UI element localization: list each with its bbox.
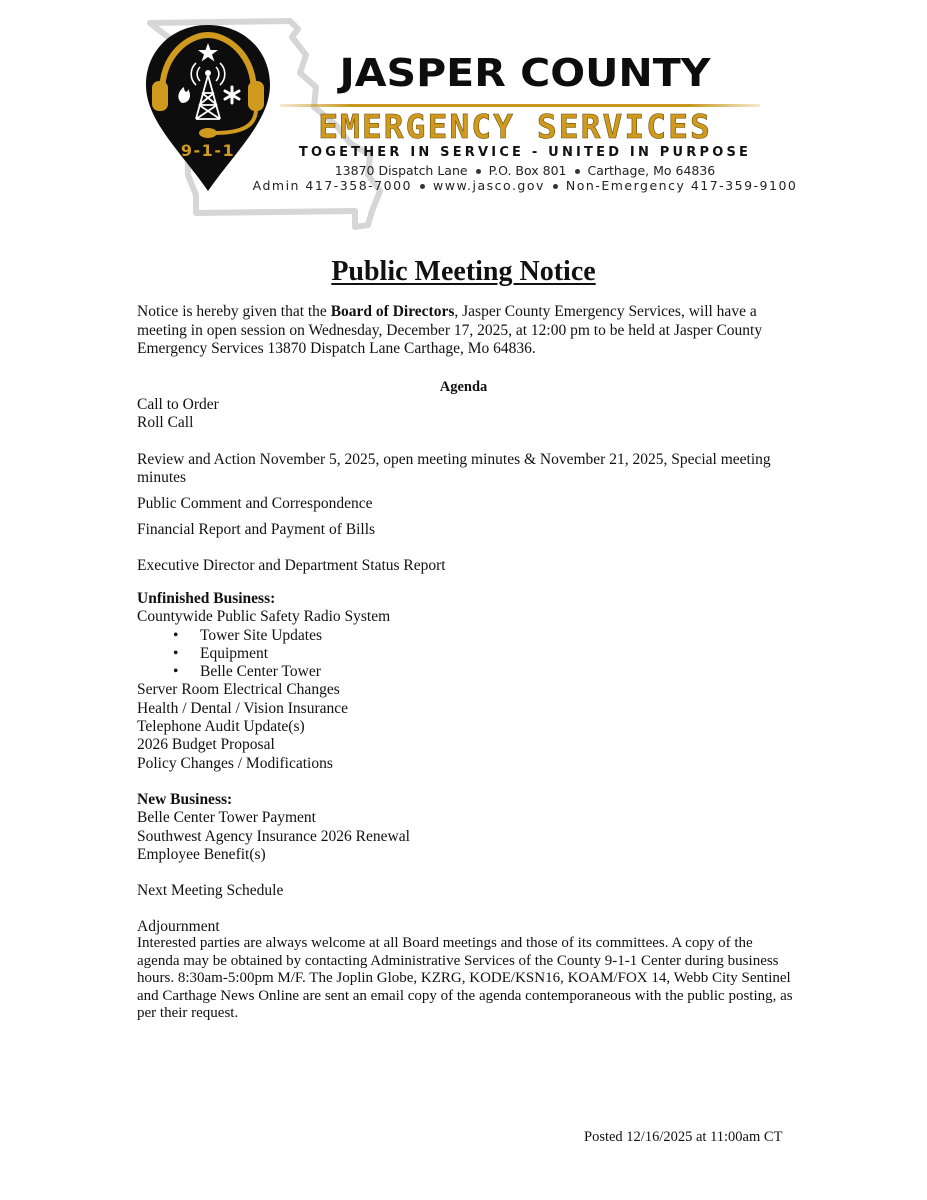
- posted-timestamp: Posted 12/16/2025 at 11:00am CT: [584, 1129, 783, 1145]
- bullet-separator-icon: [420, 184, 425, 189]
- tagline: TOGETHER IN SERVICE - UNITED IN PURPOSE: [298, 145, 752, 160]
- city-state-zip: Carthage, Mo 64836: [587, 163, 716, 178]
- sub-item-text: Belle Center Tower: [200, 663, 321, 681]
- section-heading: New Business:: [137, 791, 233, 808]
- bullet-icon: •: [173, 644, 179, 662]
- closing-paragraph: Interested parties are always welcome at all Board meetings and those of its committees. A copy of the agenda may be obtained by contacting Administrative Services of the County 9-1-1 Center during business hours. 8:30am-5:00pm M/F. The Joplin Globe, KZRG, KODE/KSN16, KOAM/FOX 14, Webb City Sentinel and Carthage News Online are sent an email copy of the agenda contemporaneous with the public posting, as per their request.: [137, 935, 793, 1021]
- agenda-item: Belle Center Tower Payment: [137, 809, 316, 827]
- intro-text-after: , Jasper County Emergency Services, will have a meeting in open session on Wednesday, December 17, 2025, at 12:00 pm to be held at Jasper County Emergency Services 13870 Dispatch Lane Carthage, Mo 64836.: [137, 303, 763, 357]
- agenda-item: Southwest Agency Insurance 2026 Renewal: [137, 827, 410, 845]
- agenda-item: Review and Action November 5, 2025, open meeting minutes & November 21, 2025, Special meeting: [137, 451, 771, 468]
- agenda-item: Countywide Public Safety Radio System: [137, 608, 391, 626]
- page-title: [0, 256, 927, 288]
- non-emergency-phone: Non-Emergency 417-359-9100: [565, 178, 798, 193]
- bullet-separator-icon: [476, 169, 481, 174]
- agenda-item: Policy Changes / Modifications: [137, 754, 333, 772]
- agenda-item: Call to Order: [137, 396, 219, 413]
- bullet-separator-icon: [553, 184, 558, 189]
- 911-label: 9-1-1: [180, 141, 236, 160]
- po-box: P.O. Box 801: [488, 163, 567, 178]
- sub-list-item: [137, 663, 390, 681]
- 911-pin-logo: [144, 23, 272, 195]
- agenda-item: Health / Dental / Vision Insurance: [137, 699, 348, 717]
- agenda-opening: [137, 396, 219, 433]
- agenda-item: Public Comment and Correspondence: [137, 495, 373, 512]
- org-name: JASPER COUNTY: [339, 51, 711, 95]
- agenda-item: Employee Benefit(s): [137, 845, 266, 863]
- new-business-section: [137, 791, 410, 864]
- agenda-review: [137, 451, 771, 488]
- agenda-item: Next Meeting Schedule: [137, 882, 284, 899]
- website-link[interactable]: www.jasco.gov: [433, 178, 545, 193]
- org-subtitle: EMERGENCY SERVICES: [318, 107, 712, 146]
- letterhead: [140, 15, 800, 230]
- agenda-item-continued: minutes: [137, 469, 187, 487]
- sub-list-item: [137, 645, 390, 663]
- agenda-item: 2026 Budget Proposal: [137, 736, 275, 754]
- bullet-separator-icon: [575, 169, 580, 174]
- sub-list-item: [137, 627, 390, 645]
- agenda-heading: Agenda: [439, 379, 488, 395]
- admin-phone: Admin 417-358-7000: [252, 178, 412, 193]
- bullet-icon: •: [173, 663, 179, 681]
- agenda-item: Financial Report and Payment of Bills: [137, 521, 376, 538]
- section-heading: Unfinished Business:: [137, 590, 276, 607]
- agenda-item: Adjournment: [137, 918, 220, 935]
- agenda-item: Server Room Electrical Changes: [137, 681, 340, 699]
- contact-line: [250, 178, 800, 193]
- agenda-item: Telephone Audit Update(s): [137, 718, 305, 736]
- title-text: Public Meeting Notice: [331, 256, 596, 287]
- agenda-item: Roll Call: [137, 414, 194, 432]
- bullet-icon: •: [173, 626, 179, 644]
- address-line: [270, 163, 780, 178]
- street-address: 13870 Dispatch Lane: [334, 163, 468, 178]
- sub-item-text: Tower Site Updates: [200, 626, 323, 644]
- agenda-item: Executive Director and Department Status Report: [137, 557, 446, 574]
- sub-item-text: Equipment: [200, 644, 269, 662]
- intro-paragraph: [137, 303, 797, 359]
- unfinished-business-section: [137, 590, 390, 773]
- intro-text-before: Notice is hereby given that the: [137, 303, 331, 320]
- intro-bold-board: Board of Directors: [330, 303, 455, 320]
